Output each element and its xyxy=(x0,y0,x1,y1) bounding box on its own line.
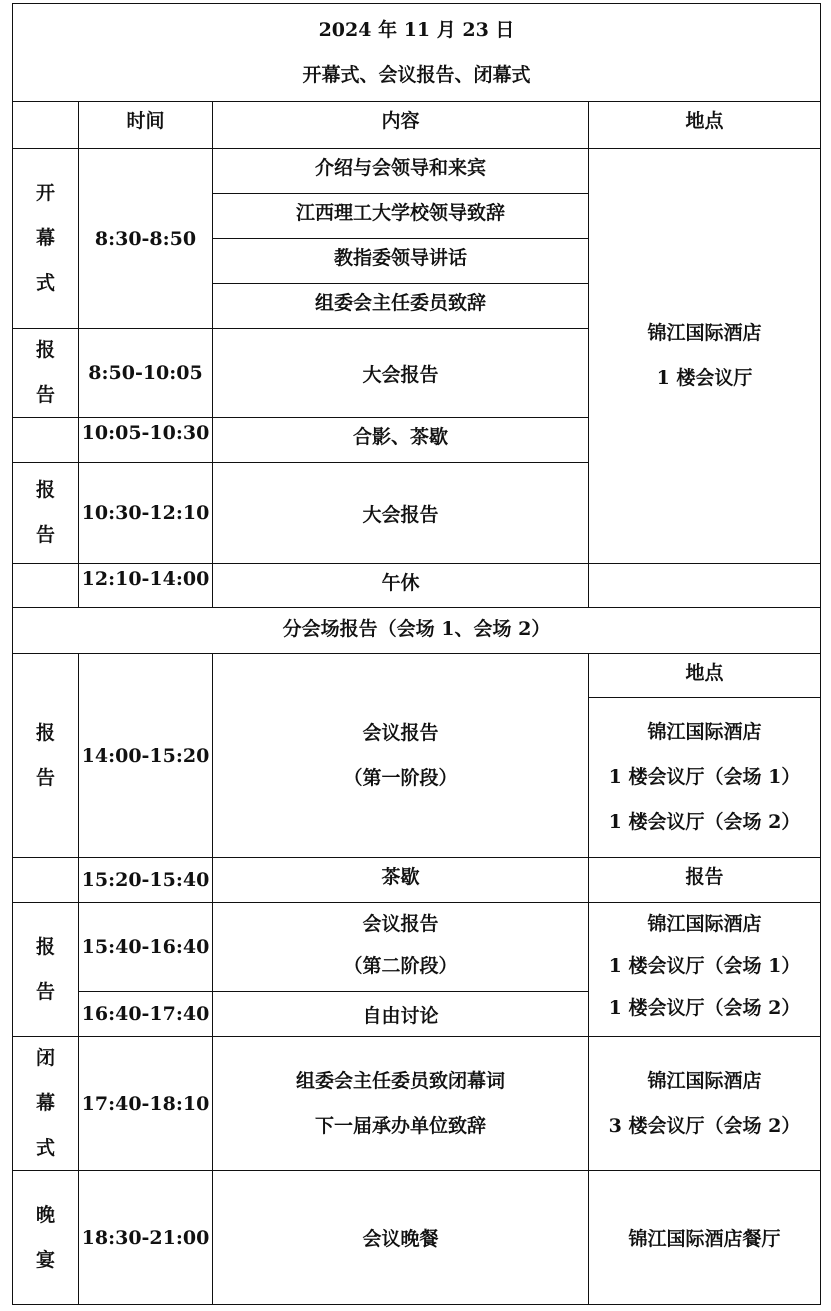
time-column-header xyxy=(78,101,213,149)
report1-content xyxy=(212,328,589,418)
header-cell xyxy=(12,3,821,102)
opening-item-2 xyxy=(212,193,589,239)
content-text: 组委会主任委员致辞 xyxy=(314,292,486,314)
location-text: 1 楼会议厅（会场 1） xyxy=(608,955,801,977)
afternoon-section-title xyxy=(12,607,821,654)
session-char: 报 xyxy=(35,721,55,744)
time-text: 12:10-14:00 xyxy=(81,568,210,590)
content-text: 大会报告 xyxy=(362,503,439,526)
content-text: 下一届承办单位致辞 xyxy=(314,1114,486,1137)
opening-session-label xyxy=(12,148,79,329)
report2-session-label xyxy=(12,462,79,564)
content-text: 教指委领导讲话 xyxy=(333,247,467,269)
stage2-session-label xyxy=(12,902,79,1037)
dinner-session-label xyxy=(12,1170,79,1305)
content-text: 江西理工大学校领导致辞 xyxy=(295,202,505,224)
section-title-text: 分会场报告（会场 1、会场 2） xyxy=(282,618,551,640)
opening-item-1 xyxy=(212,148,589,194)
content-header-text: 内容 xyxy=(381,110,420,132)
session-char: 式 xyxy=(35,272,55,294)
time-text: 15:40-16:40 xyxy=(81,936,210,958)
stage1-time xyxy=(78,653,213,858)
session-char: 告 xyxy=(35,524,55,546)
content-text: 组委会主任委员致闭幕词 xyxy=(295,1069,505,1092)
session-char: 告 xyxy=(35,384,55,406)
time-header-text: 时间 xyxy=(126,110,165,132)
closing-session-label xyxy=(12,1036,79,1171)
session-char: 闭 xyxy=(35,1047,55,1069)
break2-content xyxy=(212,857,589,903)
time-text: 8:30-8:50 xyxy=(94,227,197,250)
location-text: 锦江国际酒店 xyxy=(647,913,762,935)
location-text: 1 楼会议厅（会场 2） xyxy=(608,997,801,1019)
content-text: 介绍与会领导和来宾 xyxy=(314,157,486,179)
time-text: 17:40-18:10 xyxy=(81,1092,210,1115)
time-text: 15:20-15:40 xyxy=(81,869,210,891)
location-text: 3 楼会议厅（会场 2） xyxy=(608,1114,801,1137)
session-char: 幕 xyxy=(35,1092,55,1114)
session-header-blank xyxy=(12,101,79,149)
schedule-title: 开幕式、会议报告、闭幕式 xyxy=(302,63,531,86)
location-text: 锦江国际酒店 xyxy=(647,322,762,344)
opening-time xyxy=(78,148,213,329)
content-text: 茶歇 xyxy=(381,866,420,888)
report2-time xyxy=(78,462,213,564)
session-char: 告 xyxy=(35,766,55,789)
lunch-location-blank xyxy=(588,563,821,608)
break1-session-blank xyxy=(12,417,79,463)
session-char: 幕 xyxy=(35,227,55,249)
content-text: （第一阶段） xyxy=(343,766,458,789)
report2-content xyxy=(212,462,589,564)
stage2-time xyxy=(78,902,213,992)
location-text: 锦江国际酒店 xyxy=(647,1069,762,1092)
stage1-content xyxy=(212,653,589,858)
location-text: 锦江国际酒店 xyxy=(647,721,762,743)
opening-item-3 xyxy=(212,238,589,284)
dinner-time xyxy=(78,1170,213,1305)
closing-content xyxy=(212,1036,589,1171)
lunch-time xyxy=(78,563,213,608)
time-text: 8:50-10:05 xyxy=(88,362,203,384)
session-char: 晚 xyxy=(35,1203,55,1226)
session-char: 开 xyxy=(35,182,55,204)
break1-content xyxy=(212,417,589,463)
session-char: 报 xyxy=(35,339,55,361)
report1-time xyxy=(78,328,213,418)
content-text: 午休 xyxy=(381,572,420,594)
break2-time xyxy=(78,857,213,903)
session-char: 报 xyxy=(35,479,55,501)
time-text: 16:40-17:40 xyxy=(81,1003,210,1025)
time-text: 10:30-12:10 xyxy=(81,502,210,524)
content-text: 大会报告 xyxy=(362,363,439,386)
time-text: 18:30-21:00 xyxy=(81,1226,210,1249)
location-text: 锦江国际酒店餐厅 xyxy=(628,1228,781,1250)
location-text: 1 楼会议厅（会场 1） xyxy=(608,766,801,788)
break1-time xyxy=(78,417,213,463)
content-text: 会议报告 xyxy=(362,913,439,935)
closing-time xyxy=(78,1036,213,1171)
closing-location xyxy=(588,1036,821,1171)
content-text: 自由讨论 xyxy=(362,1004,439,1027)
time-text: 14:00-15:20 xyxy=(81,744,210,767)
session-char: 告 xyxy=(35,980,55,1003)
report1-session-label xyxy=(12,328,79,418)
location-text: 1 楼会议厅（会场 2） xyxy=(608,811,801,833)
lunch-session-blank xyxy=(12,563,79,608)
location-text: 1 楼会议厅 xyxy=(656,367,753,389)
morning-location xyxy=(588,148,821,564)
time-text: 10:05-10:30 xyxy=(81,422,210,444)
content-text: 会议晚餐 xyxy=(362,1228,439,1250)
session-char: 式 xyxy=(35,1137,55,1159)
opening-item-4 xyxy=(212,283,589,329)
afternoon-location-header xyxy=(588,653,821,698)
location-text: 报告 xyxy=(685,866,724,888)
lunch-content xyxy=(212,563,589,608)
stage2-content xyxy=(212,902,589,992)
break2-session-blank xyxy=(12,857,79,903)
discussion-time xyxy=(78,991,213,1037)
dinner-location xyxy=(588,1170,821,1305)
session-char: 宴 xyxy=(35,1248,55,1271)
session-char: 报 xyxy=(35,935,55,958)
location-column-header xyxy=(588,101,821,149)
stage1-session-label xyxy=(12,653,79,858)
stage2-location xyxy=(588,902,821,1037)
content-column-header xyxy=(212,101,589,149)
location-header-text: 地点 xyxy=(685,662,724,684)
discussion-content xyxy=(212,991,589,1037)
content-text: （第二阶段） xyxy=(343,955,458,977)
stage1-location xyxy=(588,697,821,858)
content-text: 会议报告 xyxy=(362,721,439,744)
content-text: 合影、茶歇 xyxy=(352,426,448,448)
schedule-date: 2024 年 11 月 23 日 xyxy=(318,18,515,41)
break2-location xyxy=(588,857,821,903)
dinner-content xyxy=(212,1170,589,1305)
location-header-text: 地点 xyxy=(685,110,724,132)
